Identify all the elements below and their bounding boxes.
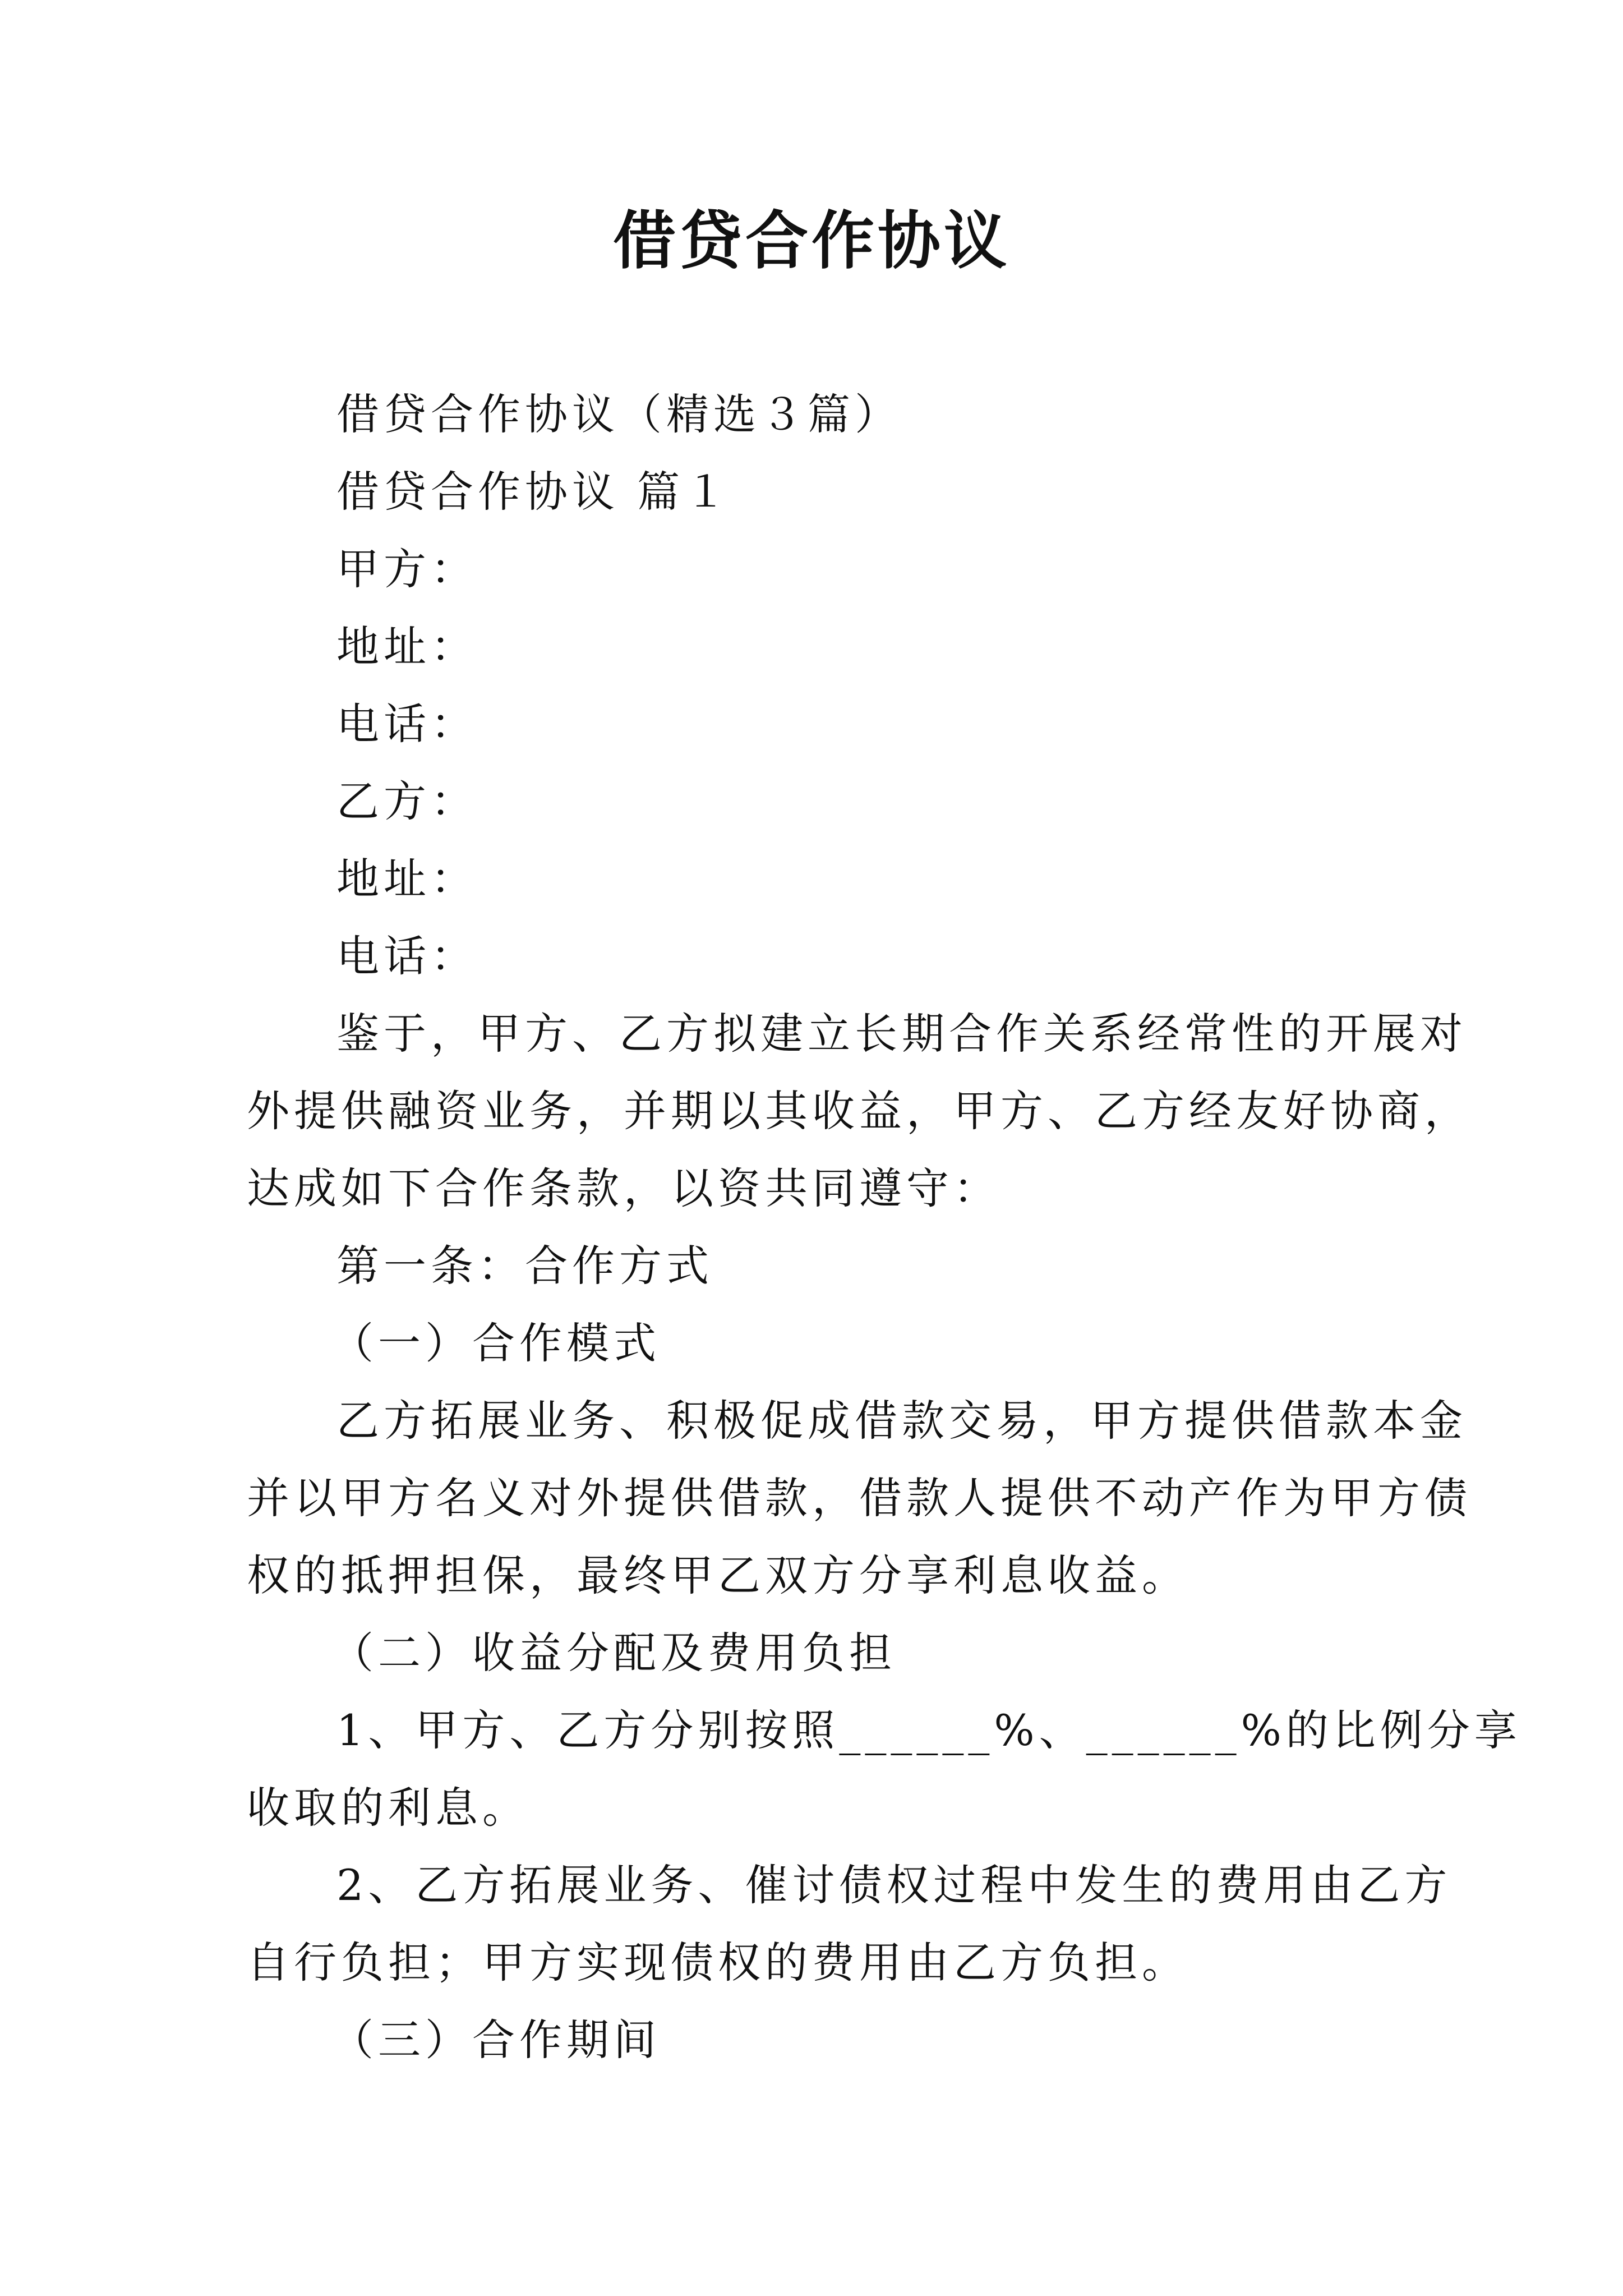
section-heading: 借贷合作协议 篇１ <box>336 467 732 517</box>
paragraph-line: 1、甲方、乙方分别按照______%、______%的比例分享 <box>336 1705 1521 1755</box>
article-heading: 第一条：合作方式 <box>336 1241 713 1291</box>
party-b-address-label: 地址： <box>336 854 478 904</box>
paragraph-line: 并以甲方名义对外提供借款，借款人提供不动产作为甲方债 <box>247 1473 1472 1523</box>
party-b-label: 乙方： <box>336 776 478 826</box>
clause-heading: （一）合作模式 <box>331 1318 661 1368</box>
subtitle-line: 借贷合作协议（精选３篇） <box>336 389 902 439</box>
party-a-phone-label: 电话： <box>336 699 478 749</box>
document-title: 借贷合作协议 <box>613 204 1010 278</box>
paragraph-line: 收取的利息。 <box>247 1783 529 1833</box>
paragraph-line: 自行负担；甲方实现债权的费用由乙方负担。 <box>247 1938 1189 1987</box>
clause-heading: （三）合作期间 <box>331 2015 661 2065</box>
preamble-line: 达成如下合作条款，以资共同遵守： <box>247 1163 1000 1213</box>
party-a-label: 甲方： <box>336 544 478 594</box>
paragraph-line: 权的抵押担保，最终甲乙双方分享利息收益。 <box>247 1550 1189 1600</box>
paragraph-line: 2、乙方拓展业务、催讨债权过程中发生的费用由乙方 <box>336 1860 1452 1910</box>
paragraph-line: 乙方拓展业务、积极促成借款交易，甲方提供借款本金 <box>336 1396 1467 1446</box>
party-a-address-label: 地址： <box>336 622 478 671</box>
document-body <box>247 376 1521 2079</box>
preamble-line: 鉴于，甲方、乙方拟建立长期合作关系经常性的开展对 <box>336 1009 1467 1059</box>
party-b-phone-label: 电话： <box>336 931 478 981</box>
clause-heading: （二）收益分配及费用负担 <box>331 1628 896 1678</box>
preamble-line: 外提供融资业务，并期以其收益，甲方、乙方经友好协商， <box>247 1086 1472 1136</box>
